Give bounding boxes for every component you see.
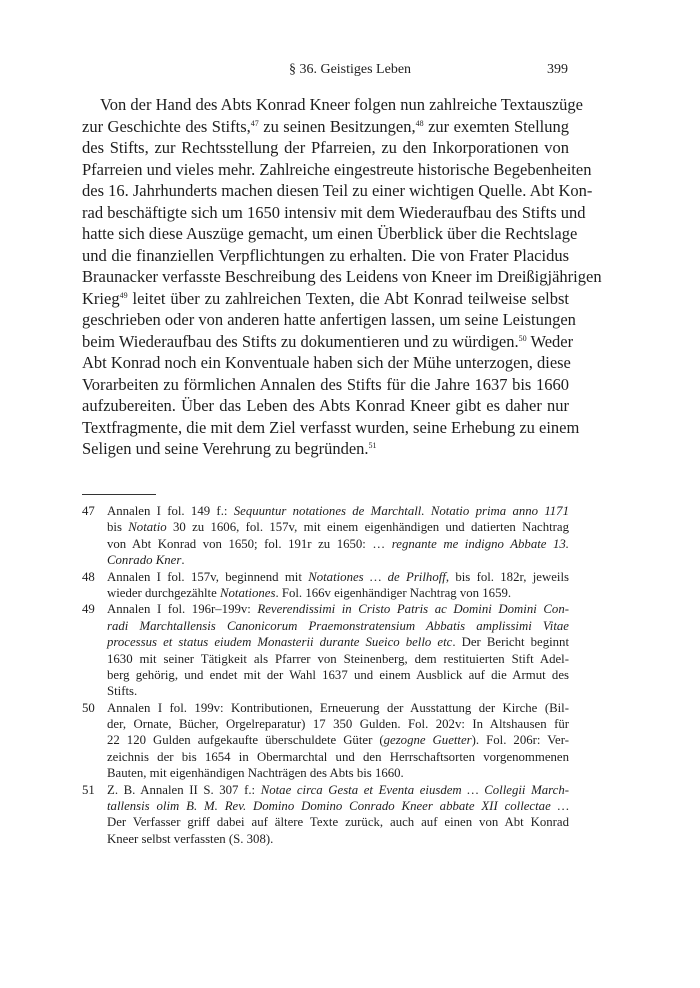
running-title: § 36. Geistiges Leben [288,62,412,77]
body-line: Vorarbeiten zu förmlichen Annalen des Stifts für die Jahre 1637 bis 1660 [82,374,569,394]
footnote-49: 49 Annalen I fol. 196r–199v: Reverendissimi in Cristo Patris ac Domini Domini Con- radi Marchtallensis Canonicorum Praemonstratensium Abbatis amplissimi Vitae processus et status eiudem Monasterii durante Sueico bello etc. Der Bericht beginnt 1630 mit seiner Tätigkeit als Pfarrer von Steinenberg, dem restituierten Stift Adel- berg gehörig, und endet mit der Wahl 1637 und einem Ausblick auf die Armut des Stifts. [82,602,570,699]
footnote-48: 48 Annalen I fol. 157v, beginnend mit Notationes … de Prilhoff, bis fol. 182r, jeweils wieder durchgezählte Notationes. Fol. 166v eigenhändiger Nachtrag von 1659. [82,569,569,600]
footnote-ref-47[interactable]: 47 [250,118,259,128]
body-line: des 16. Jahrhunderts machen diesen Teil zu einer wichtigen Quelle. Abt Kon- [82,181,593,200]
footnote-ref-49[interactable]: 49 [119,290,128,300]
body-line: des Stifts, zur Rechtsstellung der Pfarreien, zu den Inkorporationen von [82,138,569,157]
page-number: 399 [547,62,568,77]
footnote-separator [82,494,156,495]
body-line: Braunacker verfasste Beschreibung des Leidens von Kneer im Dreißigjährigen [82,267,602,286]
footnotes [82,503,569,847]
body-line: rad beschäftigte sich um 1650 intensiv mit dem Wiederaufbau des Stifts und [82,202,586,222]
body-line: zur Geschichte des Stifts,$^{47}$ zu seinen Besitzungen,$^{48}$ zur exemten Stellung [82,116,569,136]
footnote-number: 49 [82,602,95,617]
body-line: Textfragmente, die mit dem Ziel verfasst wurden, seine Erhebung zu einem [82,417,580,437]
body-line: Von der Hand des Abts Konrad Kneer folgen nun zahlreiche Textauszüge [100,95,584,114]
footnote-ref-48[interactable]: 48 [415,118,424,128]
body-line: hatte sich diese Auszüge gemacht, um einen Überblick über die Rechtslage [82,224,578,243]
footnote-ref-50[interactable]: 50 [518,333,527,343]
footnote-ref-51[interactable]: 51 [368,441,377,450]
footnote-number: 50 [82,700,95,715]
body-line: geschrieben oder von anderen hatte anfertigen lassen, um seine Leistungen [82,310,576,329]
body-line: aufzubereiten. Über das Leben des Abts Konrad Kneer gibt es daher nur [82,396,569,415]
footnote-50: 50 Annalen I fol. 199v: Kontributionen, Erneuerung der Ausstattung der Kirche (Bil- der, Ornate, Bücher, Orgelreparatur) 17 350 Gulden. Fol. 202v: In Altshausen für 22 120 Gulden aufgekaufte überschuldete Güter (gezogne Guetter). Fol. 206r: Ver- zeichnis der bis 1654 in Obermarchtal und den Herrschaftsorten vorgenommenen Bauten, mit eigenhändigen Nachträgen des Abts bis 1660. [82,700,569,781]
footnote-51: 51 Z. B. Annalen II S. 307 f.: Notae circa Gesta et Eventa eiusdem … Collegii March- tallensis olim B. M. Rev. Domino Domino Conrado Kneer abbate XII collectae … Der Verfasser griff dabei auf ältere Texte zurück, auch auf einen von Abt Konrad Kneer selbst verfassten (S. 308). [82,782,569,846]
footnote-number: 51 [82,782,95,797]
body-line: Seligen und seine Verehrung zu begründen.$^{51}$ [82,439,377,458]
body-paragraph [82,94,602,460]
body-line: Krieg$^{49}$ leitet über zu zahlreichen Texten, die Abt Konrad teilweise selbst [82,288,569,308]
body-line: Pfarreien und vieles mehr. Zahlreiche eingestreute historische Begebenheiten [82,159,592,179]
body-line: Abt Konrad noch ein Konventuale haben sich der Mühe unterzogen, diese [82,353,571,372]
body-line: und die finanziellen Verpflichtungen zu erhalten. Die von Frater Placidus [82,245,569,265]
footnote-number: 48 [82,569,95,584]
footnote-47: 47 Annalen I fol. 149 f.: Sequuntur notationes de Marchtall. Notatio prima anno 1171 bis Notatio 30 zu 1606, fol. 157v, mit einem eigenhändigen und datierten Nachtrag von Abt Konrad von 1650; fol. 191r zu 1650: … regnante me indigno Abbate 13. Conrado Kner. [82,504,570,568]
body-line: beim Wiederaufbau des Stifts zu dokumentieren und zu würdigen.$^{50}$ Weder [82,331,574,351]
footnote-number: 47 [82,504,95,518]
